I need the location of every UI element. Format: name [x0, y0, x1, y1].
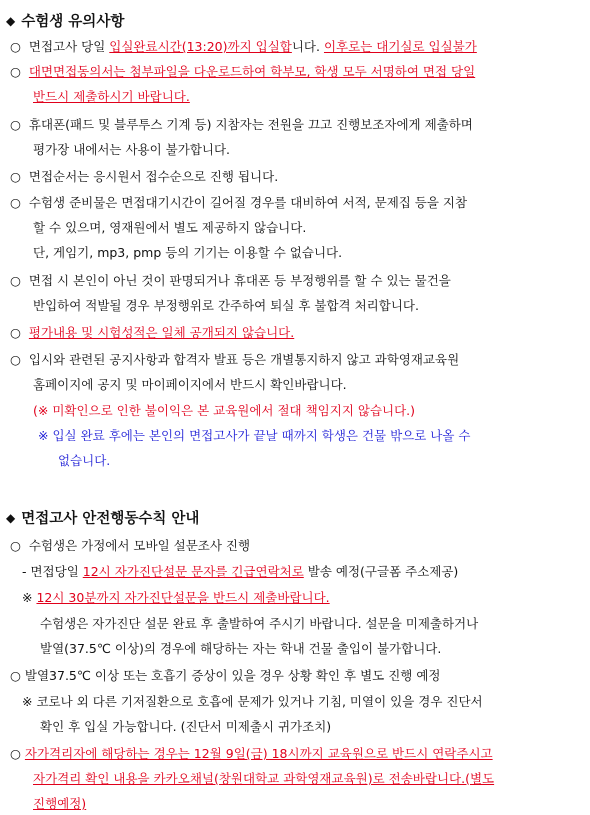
- list-item: [10, 667, 440, 685]
- item-highlight: 12시 30분까지 자가진단설문을 반드시 제출바랍니다.: [36, 590, 330, 605]
- bullet-icon: ○: [10, 39, 21, 54]
- list-item: [10, 63, 475, 81]
- sub-item: [22, 563, 458, 581]
- diamond-icon: ◆: [6, 13, 16, 28]
- ref-mark-icon: ※: [22, 590, 33, 605]
- list-item: [10, 745, 493, 763]
- item-highlight: 이후로는 대기실로 입실불가: [323, 39, 477, 54]
- list-item: [10, 272, 451, 290]
- section2-heading: [6, 507, 199, 528]
- list-item: [10, 537, 250, 555]
- item-continuation: 할 수 있으며, 영재원에서 별도 제공하지 않습니다.: [33, 220, 307, 235]
- blue-note: ※ 입실 완료 후에는 본인의 면접고사가 끝날 때까지 학생은 건물 밖으로 나올 수: [38, 428, 471, 443]
- item-text: 면접 시 본인이 아닌 것이 판명되거나 휴대폰 등 부정행위를 할 수 있는 물건을: [28, 273, 451, 288]
- warning-note: (※ 미확인으로 인한 불이익은 본 교육원에서 절대 책임지지 않습니다.): [33, 403, 416, 418]
- item-text: 수험생 준비물은 면접대기시간이 길어질 경우를 대비하여 서적, 문제집 등을 지참: [28, 195, 468, 210]
- bullet-icon: ○: [10, 273, 21, 288]
- list-item: [10, 38, 477, 56]
- item-text: 면접순서는 응시원서 접수순으로 진행 됩니다.: [28, 169, 279, 184]
- item-continuation: 자가격리 확인 내용을 카카오채널(창원대학교 과학영재교육원)로 전송바랍니다.(별도: [33, 771, 495, 786]
- item-text: 입시와 관련된 공지사항과 합격자 발표 등은 개별통지하지 않고 과학영재교육원: [28, 352, 460, 367]
- bullet-icon: ○: [10, 746, 21, 761]
- item-continuation: 진행예정): [33, 796, 87, 811]
- bullet-icon: ○: [10, 352, 21, 367]
- list-item: [10, 324, 294, 342]
- list-item: [10, 116, 473, 134]
- bullet-icon: ○: [10, 64, 21, 79]
- item-continuation: 반입하여 적발될 경우 부정행위로 간주하여 퇴실 후 불합격 처리합니다.: [33, 298, 419, 313]
- list-item: [10, 168, 278, 186]
- bullet-icon: ○: [10, 325, 21, 340]
- item-text: - 면접당일: [22, 564, 83, 579]
- item-highlight: 대면면접동의서는 첨부파일을 다운로드하여 학부모, 학생 모두 서명하여 면접 당일: [28, 64, 476, 79]
- bullet-icon: ○: [10, 117, 21, 132]
- item-highlight: 자가격리자에 해당하는 경우는 12월 9일(금) 18시까지 교육원으로 반드시 연락주시고: [24, 746, 493, 761]
- bullet-icon: ○: [10, 668, 21, 683]
- item-text: 면접고사 당일: [28, 39, 110, 54]
- section2-title: 면접고사 안전행동수칙 안내: [21, 511, 200, 527]
- item-continuation: 수험생은 자가진단 설문 완료 후 출발하여 주시기 바랍니다. 설문을 미제출하거나: [40, 616, 479, 631]
- sub-item: ※ 코로나 외 다른 기저질환으로 호흡에 문제가 있거나 기침, 미열이 있을 경우 진단서: [22, 694, 483, 709]
- item-highlight: 12시 자가진단설문 문자를 긴급연락처로: [82, 564, 304, 579]
- item-highlight: 입실완료시간(13:20)까지 입실합: [109, 39, 292, 54]
- bullet-icon: ○: [10, 538, 21, 553]
- diamond-icon: ◆: [6, 510, 16, 525]
- section1-title: 수험생 유의사항: [21, 14, 125, 30]
- section1-heading: [6, 10, 124, 31]
- list-item: [10, 351, 459, 369]
- sub-item: [22, 589, 330, 607]
- item-highlight: 평가내용 및 시험성적은 일체 공개되지 않습니다.: [28, 325, 295, 340]
- item-continuation: 평가장 내에서는 사용이 불가합니다.: [33, 142, 231, 157]
- bullet-icon: ○: [10, 169, 21, 184]
- item-continuation: 확인 후 입실 가능합니다. (진단서 미제출시 귀가조치): [40, 719, 332, 734]
- item-text: 발열37.5℃ 이상 또는 호흡기 증상이 있을 경우 상황 확인 후 별도 진행 예정: [24, 668, 441, 683]
- bullet-icon: ○: [10, 195, 21, 210]
- item-continuation: 단, 게임기, mp3, pmp 등의 기기는 이용할 수 없습니다.: [33, 245, 343, 260]
- item-text: 수험생은 가정에서 모바일 설문조사 진행: [28, 538, 251, 553]
- item-continuation: 홈페이지에 공지 및 마이페이지에서 반드시 확인바랍니다.: [33, 377, 347, 392]
- item-text: 발송 예정(구글폼 주소제공): [303, 564, 459, 579]
- item-text: 니다.: [291, 39, 324, 54]
- item-continuation: 발열(37.5℃ 이상)의 경우에 해당하는 자는 학내 건물 출입이 불가합니다.: [40, 641, 442, 656]
- list-item: [10, 194, 467, 212]
- item-text: 휴대폰(패드 및 블루투스 기계 등) 지참자는 전원을 끄고 진행보조자에게 제출하며: [28, 117, 473, 132]
- blue-note: 없습니다.: [58, 453, 111, 468]
- item-continuation: 반드시 제출하시기 바랍니다.: [33, 89, 190, 104]
